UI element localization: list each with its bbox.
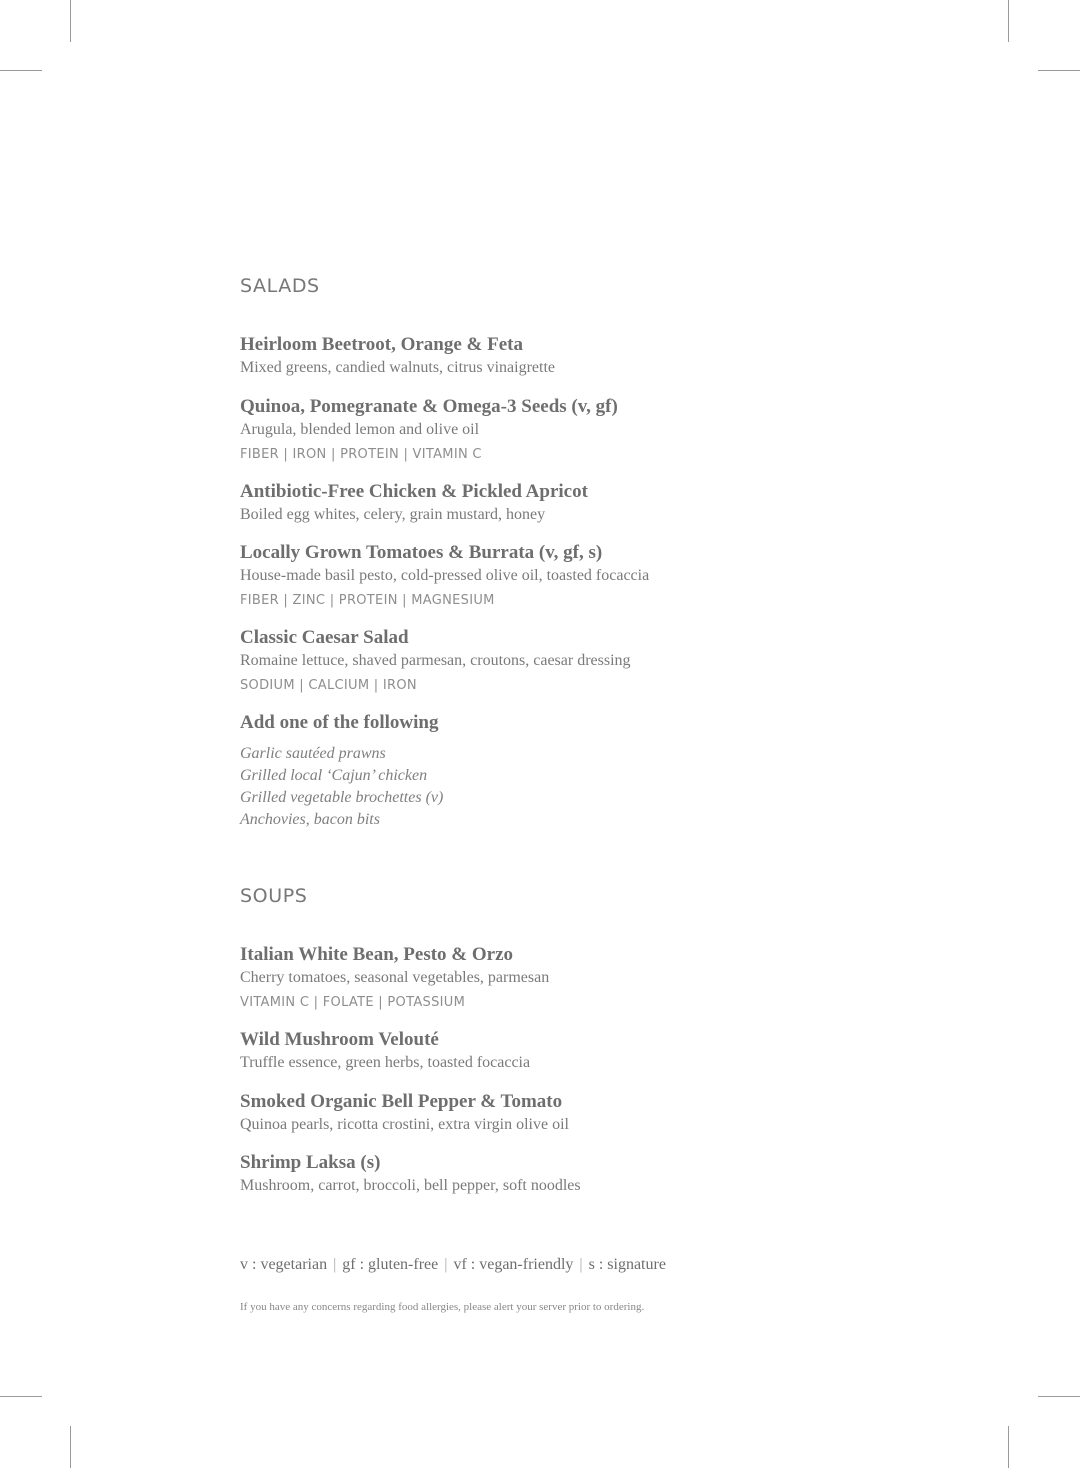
legend-vegan-friendly: vf : vegan-friendly — [453, 1256, 574, 1273]
soups-heading: SOUPS — [240, 885, 308, 907]
addon-option: Grilled vegetable brochettes (v) — [240, 789, 444, 806]
legend-signature: s : signature — [588, 1256, 666, 1273]
menu-item — [240, 395, 860, 464]
item-description: Truffle essence, green herbs, toasted focaccia — [240, 1054, 531, 1071]
crop-mark-bottom-left-horizontal — [0, 1396, 42, 1397]
item-name: Classic Caesar Salad — [240, 627, 409, 648]
item-description: Romaine lettuce, shaved parmesan, croutons, caesar dressing — [240, 652, 631, 669]
legend-separator: | — [579, 1256, 583, 1273]
crop-mark-bottom-right-horizontal — [1038, 1396, 1080, 1397]
menu-item — [240, 1151, 860, 1197]
menu-item — [240, 541, 860, 610]
allergy-note: If you have any concerns regarding food allergies, please alert your server prior to ordering. — [240, 1301, 645, 1313]
crop-mark-bottom-left-vertical — [70, 1426, 71, 1468]
addon-title: Add one of the following — [240, 712, 439, 733]
legend-separator: | — [333, 1256, 337, 1273]
legend-vegetarian: v : vegetarian — [240, 1256, 328, 1273]
item-name: Italian White Bean, Pesto & Orzo — [240, 944, 514, 965]
crop-mark-bottom-right-vertical — [1008, 1426, 1009, 1468]
crop-mark-top-right-vertical — [1008, 0, 1009, 42]
item-name: Antibiotic-Free Chicken & Pickled Apricot — [240, 481, 588, 502]
crop-mark-top-right-horizontal — [1038, 70, 1080, 71]
item-nutrients: FIBER | ZINC | PROTEIN | MAGNESIUM — [240, 593, 495, 608]
item-nutrients: VITAMIN C | FOLATE | POTASSIUM — [240, 995, 466, 1010]
item-description: Boiled egg whites, celery, grain mustard, honey — [240, 506, 546, 523]
item-name: Locally Grown Tomatoes & Burrata (v, gf, s) — [240, 542, 603, 563]
dietary-legend — [240, 1256, 666, 1274]
item-name: Quinoa, Pomegranate & Omega-3 Seeds (v, gf) — [240, 396, 618, 417]
legend-gluten-free: gf : gluten-free — [342, 1256, 439, 1273]
addon-option: Garlic sautéed prawns — [240, 745, 386, 762]
legend-separator: | — [444, 1256, 448, 1273]
menu-item — [240, 480, 860, 526]
item-description: Mushroom, carrot, broccoli, bell pepper, soft noodles — [240, 1177, 581, 1194]
menu-item — [240, 1090, 860, 1136]
menu-item — [240, 1028, 860, 1074]
menu-item — [240, 626, 860, 695]
menu-item — [240, 333, 860, 379]
item-name: Heirloom Beetroot, Orange & Feta — [240, 334, 523, 355]
item-nutrients: FIBER | IRON | PROTEIN | VITAMIN C — [240, 447, 482, 462]
salads-heading: SALADS — [240, 275, 320, 297]
item-description: Arugula, blended lemon and olive oil — [240, 421, 480, 438]
item-nutrients: SODIUM | CALCIUM | IRON — [240, 678, 417, 693]
menu-item — [240, 943, 860, 1012]
item-description: Mixed greens, candied walnuts, citrus vinaigrette — [240, 359, 556, 376]
item-description: Quinoa pearls, ricotta crostini, extra virgin olive oil — [240, 1116, 569, 1133]
addon-option: Grilled local ‘Cajun’ chicken — [240, 767, 428, 784]
addon-list — [240, 743, 840, 831]
item-name: Smoked Organic Bell Pepper & Tomato — [240, 1091, 563, 1112]
item-name: Shrimp Laksa (s) — [240, 1152, 381, 1173]
item-description: House-made basil pesto, cold-pressed olive oil, toasted focaccia — [240, 567, 650, 584]
item-description: Cherry tomatoes, seasonal vegetables, parmesan — [240, 969, 550, 986]
crop-mark-top-left-horizontal — [0, 70, 42, 71]
addon-block — [240, 711, 840, 831]
crop-mark-top-left-vertical — [70, 0, 71, 42]
item-name: Wild Mushroom Velouté — [240, 1029, 439, 1050]
addon-option: Anchovies, bacon bits — [240, 811, 380, 828]
